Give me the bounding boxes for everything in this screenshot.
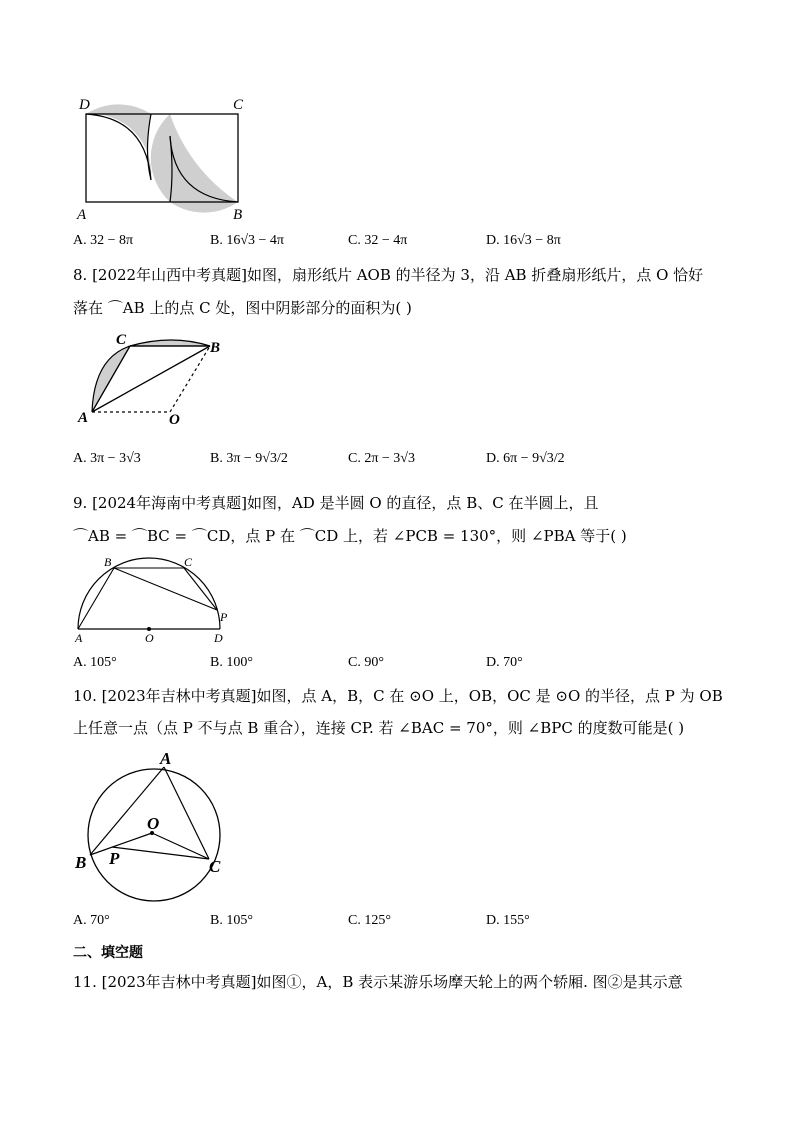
figure-q9-semicircle (70, 553, 240, 648)
q7-option-b: B. 16√3 − 4π (210, 233, 284, 248)
label-A: A (78, 410, 89, 426)
q9-option-b: B. 100° (210, 655, 253, 670)
shaded-region-left (86, 104, 151, 180)
q11-stem-line1: 11. [2023年吉林中考真题]如图①，A，B 表示某游乐场摩天轮上的两个轿厢. 图②是其示意 (73, 973, 683, 991)
q8-option-b: B. 3π − 9√3/2 (210, 451, 288, 466)
circle-o (88, 769, 220, 901)
q10-option-d: D. 155° (486, 913, 530, 928)
label-B: B (75, 853, 87, 872)
q10-stem-line2: 上任意一点（点 P 不与点 B 重合），连接 CP. 若 ∠BAC = 70°，则 ∠BPC 的度数可能是( ) (73, 719, 685, 737)
q8-stem-line2: 落在 ⌒AB 上的点 C 处，图中阴影部分的面积为( ) (73, 299, 412, 317)
label-C: C (116, 332, 127, 348)
label-A: A (77, 207, 87, 223)
q10-option-b: B. 105° (210, 913, 253, 928)
q8-option-a: A. 3π − 3√3 (73, 451, 141, 466)
label-B: B (210, 340, 221, 356)
figure-q10-circle (72, 745, 242, 905)
q9-option-d: D. 70° (486, 655, 523, 670)
label-O: O (169, 412, 180, 428)
q8-option-d: D. 6π − 9√3/2 (486, 451, 565, 466)
section-heading: 二、填空题 (73, 945, 143, 961)
q9-stem-line2: ⌒AB = ⌒BC = ⌒CD，点 P 在 ⌒CD 上，若 ∠PCB = 130°，则 ∠PBA 等于( ) (73, 527, 627, 545)
label-B: B (233, 207, 243, 223)
q10-option-c: C. 125° (348, 913, 391, 928)
label-C: C (233, 97, 244, 113)
label-B: B (104, 555, 112, 569)
q7-option-a: A. 32 − 8π (73, 233, 134, 248)
label-D: D (79, 97, 90, 113)
q8-option-c: C. 2π − 3√3 (348, 451, 415, 466)
label-O: O (145, 631, 154, 645)
q9-option-a: A. 105° (73, 655, 117, 670)
chord-ab (78, 568, 114, 629)
q7-option-d: D. 16√3 − 8π (486, 233, 561, 248)
figure-q8-sector (72, 328, 232, 428)
q9-stem-line1: 9. [2024年海南中考真题]如图，AD 是半圆 O 的直径，点 B、C 在半圆上，且 (73, 494, 599, 512)
q7-option-c: C. 32 − 4π (348, 233, 408, 248)
q9-option-c: C. 90° (348, 655, 384, 670)
q10-option-a: A. 70° (73, 913, 110, 928)
line-ob (170, 346, 210, 412)
label-P: P (109, 849, 120, 868)
label-O: O (147, 814, 160, 833)
shaded-region-right (151, 114, 238, 213)
chord-bp (114, 568, 217, 610)
label-C: C (184, 555, 193, 569)
label-A: A (160, 749, 172, 768)
label-C: C (209, 857, 221, 876)
figure-q7-rectangle (70, 92, 260, 224)
q10-stem-line1: 10. [2023年吉林中考真题]如图，点 A，B，C 在 ⊙O 上，OB，OC 是 ⊙O 的半径，点 P 为 OB (73, 687, 723, 705)
label-D: D (214, 631, 223, 645)
q8-stem-line1: 8. [2022年山西中考真题]如图，扇形纸片 AOB 的半径为 3，沿 AB 折叠扇形纸片，点 O 恰好 (73, 266, 704, 284)
label-A: A (75, 631, 83, 645)
chord-ac (164, 767, 209, 859)
label-P: P (220, 610, 228, 624)
